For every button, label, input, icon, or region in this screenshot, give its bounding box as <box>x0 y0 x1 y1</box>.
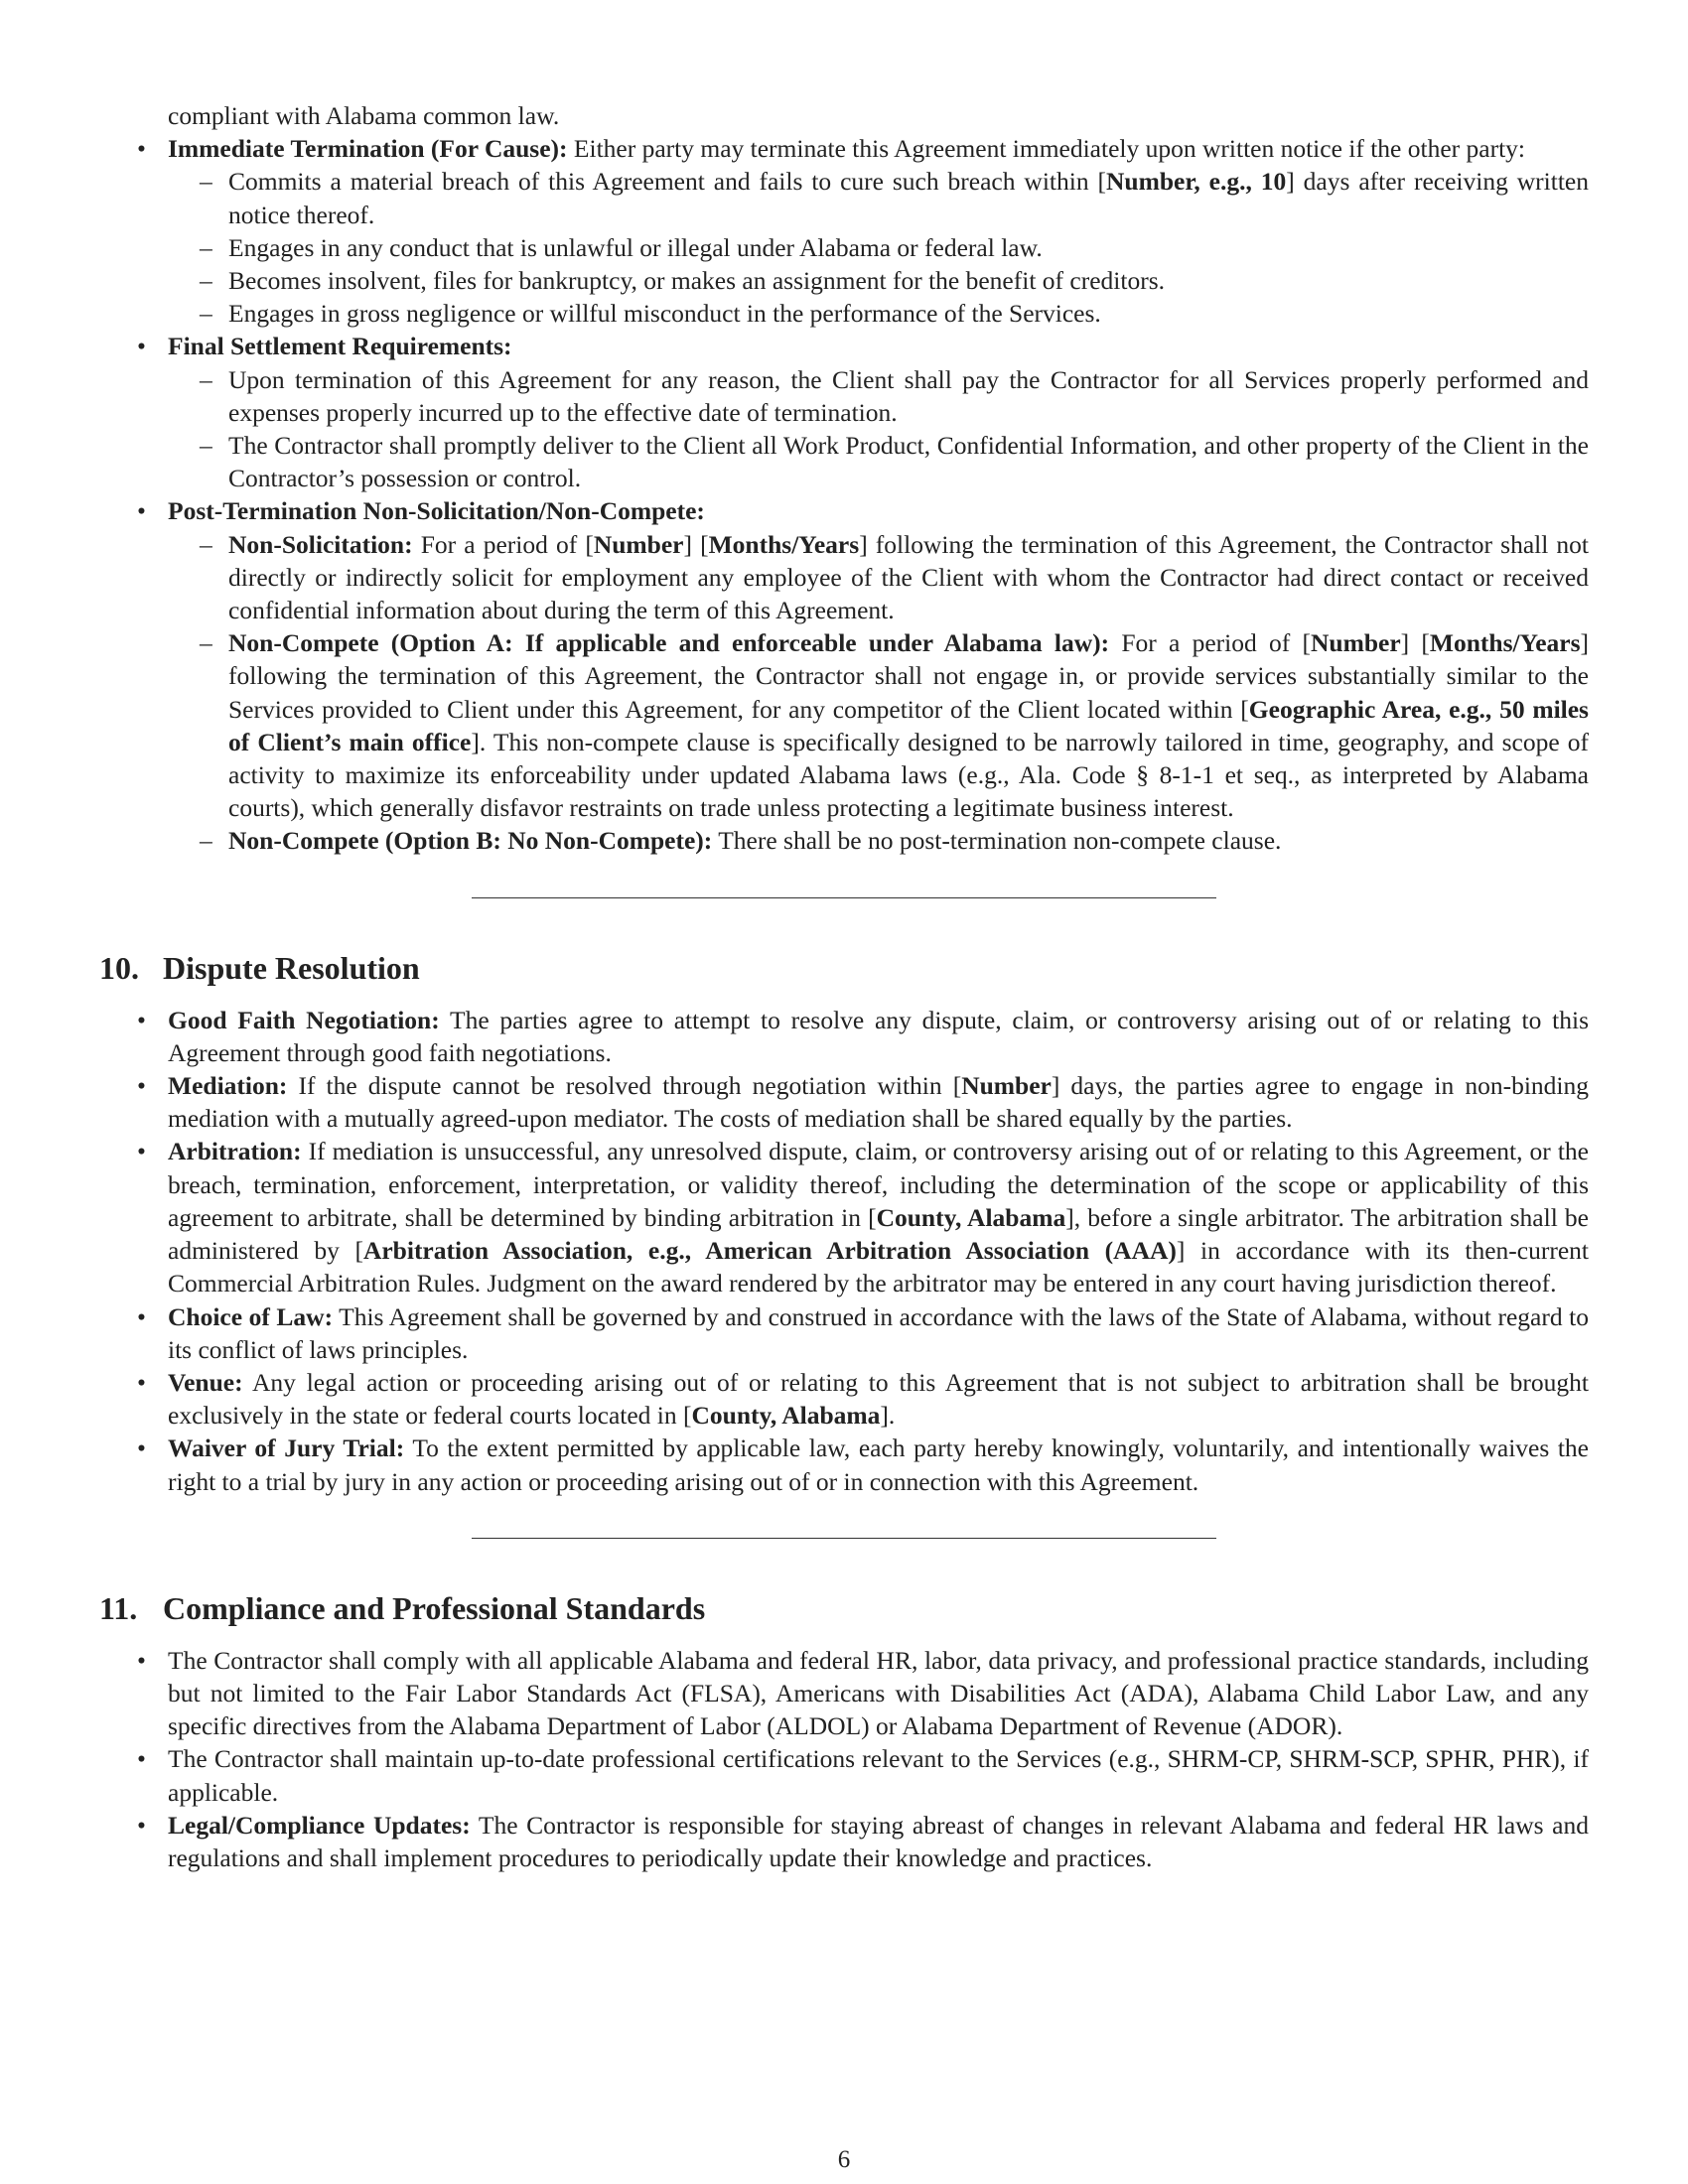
list-item-good-faith: • Good Faith Negotiation: The parties agree to attempt to resolve any dispute, claim, or controversy arising out of or relating to this Agreement through good faith negotiations. <box>99 1004 1589 1069</box>
sub-item: – Becomes insolvent, files for bankruptcy, or makes an assignment for the benefit of creditors. <box>168 264 1589 297</box>
list-item: • The Contractor shall comply with all applicable Alabama and federal HR, labor, data privacy, and professional practice standards, including but not limited to the Fair Labor Standards Act (FLSA), Americans with Disabilities Act (ADA), Alabama Child Labor Law, and any specific directives from the Alabama Department of Labor (ALDOL) or Alabama Department of Revenue (ADOR). <box>99 1644 1589 1743</box>
section-heading-dispute-resolution: 10. Dispute Resolution <box>99 949 420 986</box>
list-item-post-termination <box>99 494 1589 857</box>
sub-item-non-compete-option-b: – Non-Compete (Option B: No Non-Compete): There shall be no post-termination non-compete clause. <box>168 824 1589 857</box>
continued-text: compliant with Alabama common law. <box>168 101 560 130</box>
page-number: 6 <box>837 2146 851 2173</box>
sub-item: – Commits a material breach of this Agreement and fails to cure such breach within [Number, e.g., 10] days after receiving written notice thereof. <box>168 165 1589 230</box>
list-item-mediation: • Mediation: If the dispute cannot be resolved through negotiation within [Number] days, the parties agree to engage in non-binding mediation with a mutually agreed-upon mediator. The costs of mediation shall be shared equally by the parties. <box>99 1069 1589 1135</box>
list-item-arbitration: • Arbitration: If mediation is unsuccessful, any unresolved dispute, claim, or controversy arising out of or relating to this Agreement, or the breach, termination, enforcement, interpretation, or validity thereof, including the determination of the scope or applicability of this agreement to arbitrate, shall be determined by binding arbitration in [County, Alabama], before a single arbitrator. The arbitration shall be administered by [Arbitration Association, e.g., American Arbitration Association (AAA)] in accordance with its then-current Commercial Arbitration Rules. Judgment on the award rendered by the arbitrator may be entered in any court having jurisdiction thereof. <box>99 1135 1589 1299</box>
termination-list <box>99 132 1589 857</box>
sub-item: – Engages in gross negligence or willful misconduct in the performance of the Services. <box>168 297 1589 330</box>
list-item-choice-of-law: • Choice of Law: This Agreement shall be governed by and construed in accordance with the laws of the State of Alabama, without regard to its conflict of laws principles. <box>99 1300 1589 1366</box>
dispute-resolution-list <box>99 1004 1589 1498</box>
list-item-jury-waiver: • Waiver of Jury Trial: To the extent permitted by applicable law, each party hereby knowingly, voluntarily, and intentionally waives the right to a trial by jury in any action or proceeding arising out of or in connection with this Agreement. <box>99 1432 1589 1497</box>
sub-item: – Engages in any conduct that is unlawful or illegal under Alabama or federal law. <box>168 231 1589 264</box>
sub-item-non-compete-option-a: – Non-Compete (Option A: If applicable and enforceable under Alabama law): For a period of [Number] [Months/Years] following the termination of this Agreement, the Contractor shall not engage in, or provide services substantially similar to the Services provided to Client under this Agreement, for any competitor of the Client located within [Geographic Area, e.g., 50 miles of Client’s main office]. This non-compete clause is specifically designed to be narrowly tailored in time, geography, and scope of activity to maximize its enforceability under updated Alabama laws (e.g., Ala. Code § 8-1-1 et seq., as interpreted by Alabama courts), which generally disfavor restraints on trade unless protecting a legitimate business interest. <box>168 626 1589 824</box>
item-label: Post-Termination Non-Solicitation/Non-Compete: <box>168 496 705 526</box>
sub-list <box>168 165 1589 330</box>
item-label: Immediate Termination (For Cause): <box>168 134 568 164</box>
list-item: • The Contractor shall maintain up-to-date professional certifications relevant to the Services (e.g., SHRM-CP, SHRM-SCP, SPHR, PHR), if applicable. <box>99 1742 1589 1808</box>
list-item-immediate-termination: • Immediate Termination (For Cause): Either party may terminate this Agreement immediately upon written notice if the other party: – Commits a material breach of this Agreement and fails to cure such breach within [Number, e.g., 10] days after receiving written notice thereof. – Engages in any conduct that is unlawful or illegal under Alabama or federal law. – Becomes insolvent, files for bankruptcy, or makes an assignment for the benefit of creditors. – Engages in gross negligence or willful misconduct in the performance of the Services. <box>99 132 1589 330</box>
item-label: Final Settlement Requirements: <box>168 332 512 361</box>
sub-list <box>168 528 1589 858</box>
section-heading-compliance: 11. Compliance and Professional Standards <box>99 1589 706 1626</box>
list-item-venue: • Venue: Any legal action or proceeding arising out of or relating to this Agreement that is not subject to arbitration shall be brought exclusively in the state or federal courts located in [County, Alabama]. <box>99 1366 1589 1432</box>
sub-item: – Upon termination of this Agreement for any reason, the Client shall pay the Contractor for all Services properly performed and expenses properly incurred up to the effective date of termination. <box>168 363 1589 429</box>
sub-item-non-solicitation: – Non-Solicitation: For a period of [Number] [Months/Years] following the termination of this Agreement, the Contractor shall not directly or indirectly solicit for employment any employee of the Client with whom the Contractor had direct contact or received confidential information about during the term of this Agreement. <box>168 528 1589 627</box>
page-content <box>99 99 1589 1874</box>
sub-list <box>168 363 1589 495</box>
compliance-list <box>99 1644 1589 1874</box>
sub-item: – The Contractor shall promptly deliver to the Client all Work Product, Confidential Information, and other property of the Client in the Contractor’s possession or control. <box>168 429 1589 494</box>
list-item-legal-updates: • Legal/Compliance Updates: The Contractor is responsible for staying abreast of changes in relevant Alabama and federal HR laws and regulations and shall implement procedures to periodically update their knowledge and practices. <box>99 1809 1589 1874</box>
list-item-final-settlement <box>99 330 1589 494</box>
